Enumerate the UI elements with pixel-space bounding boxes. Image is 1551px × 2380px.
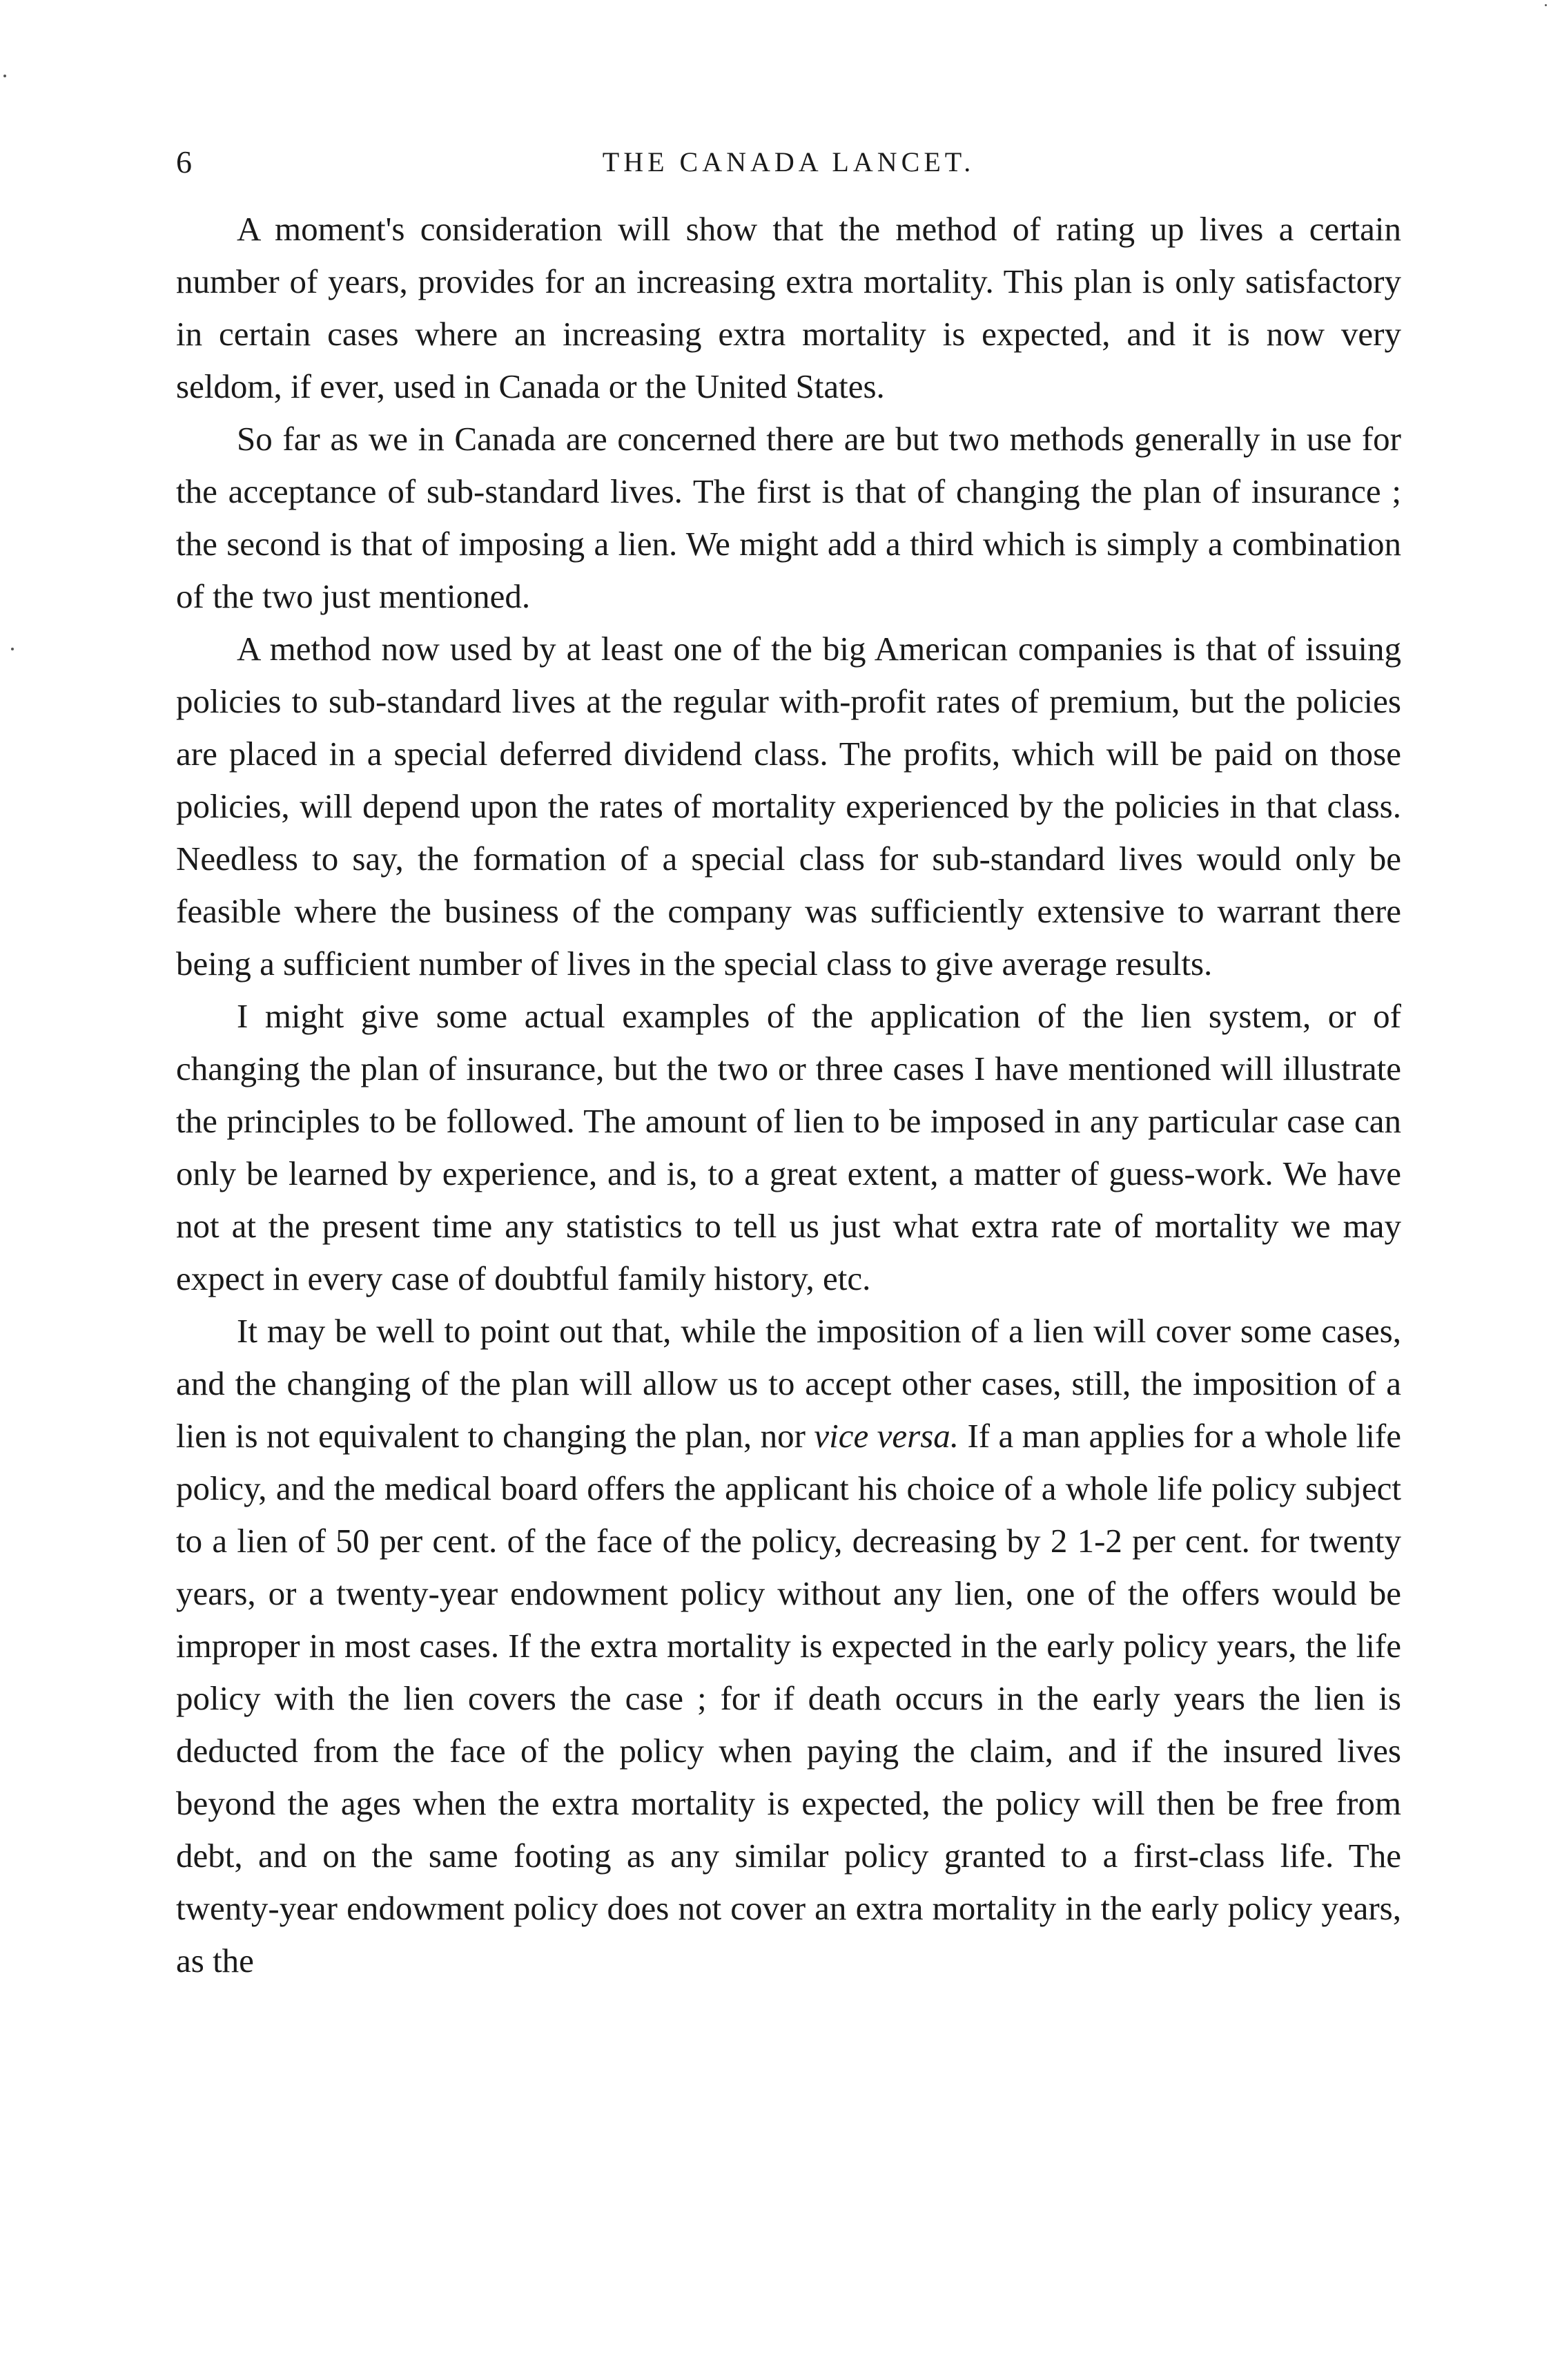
paragraph-text: It may be well to point out that, while the imposition of a lien will cover some cases, and the changing of the plan will allow us to accept other cases, still, the imposition of a lien is not equivalent to changing the plan, nor	[176, 1312, 1401, 1455]
paragraph: A method now used by at least one of the big American companies is that of issuing policies to sub-standard lives at the regular with-profit rates of premium, but the policies are placed in a special deferred dividend class. The profits, which will be paid on those policies, will depend upon the rates of mortality experienced by the policies in that class. Needless to say, the formation of a special class for sub-standard lives would only be feasible where the business of the company was sufficiently extensive to warrant there being a sufficient number of lives in the special class to give average results.	[176, 630, 1401, 983]
scan-speck	[1545, 4, 1547, 6]
page-header	[176, 142, 1401, 183]
article-body	[176, 203, 1401, 1987]
paragraph	[176, 1305, 1401, 1987]
paragraph: A moment's consideration will show that the method of rating up lives a certain number of years, provides for an increasing extra mortality. This plan is only satisfactory in certain cases where an increasing extra mortality is expected, and it is now very seldom, if ever, used in Canada or the United States.	[176, 210, 1401, 405]
italic-phrase: vice versa.	[814, 1417, 959, 1455]
paragraph: So far as we in Canada are concerned there are but two methods generally in use for the acceptance of sub-standard lives. The first is that of changing the plan of insurance ; the second is that of imposing a lien. We might add a third which is simply a combination of the two just mentioned.	[176, 420, 1401, 615]
page-number: 6	[176, 144, 192, 180]
scan-speck	[11, 648, 14, 650]
paragraph: I might give some actual examples of the application of the lien system, or of changing the plan of insurance, but the two or three cases I have mentioned will illustrate the principles to be followed. The amount of lien to be imposed in any particular case can only be learned by experience, and is, to a great extent, a matter of guess-work. We have not at the present time any statistics to tell us just what extra rate of mortality we may expect in every case of doubtful family history, etc.	[176, 997, 1401, 1297]
running-head: THE CANADA LANCET.	[602, 146, 975, 177]
scan-speck	[3, 75, 6, 77]
paragraph-text: If a man applies for a whole life policy, and the medical board offers the applicant his choice of a whole life policy subject to a lien of 50 per cent. of the face of the policy, decreasing by 2 1-2 per cent. for twenty years, or a twenty-year endowment policy without any lien, one of the offers would be improper in most cases. If the extra mortality is expected in the early policy years, the life policy with the lien covers the case ; for if death occurs in the early years the lien is deducted from the face of the policy when paying the claim, and if the insured lives beyond the ages when the extra mortality is expected, the policy will then be free from debt, and on the same footing as any similar policy granted to a first-class life. The twenty-year endowment policy does not cover an extra mortality in the early policy years, as the	[176, 1417, 1401, 1980]
